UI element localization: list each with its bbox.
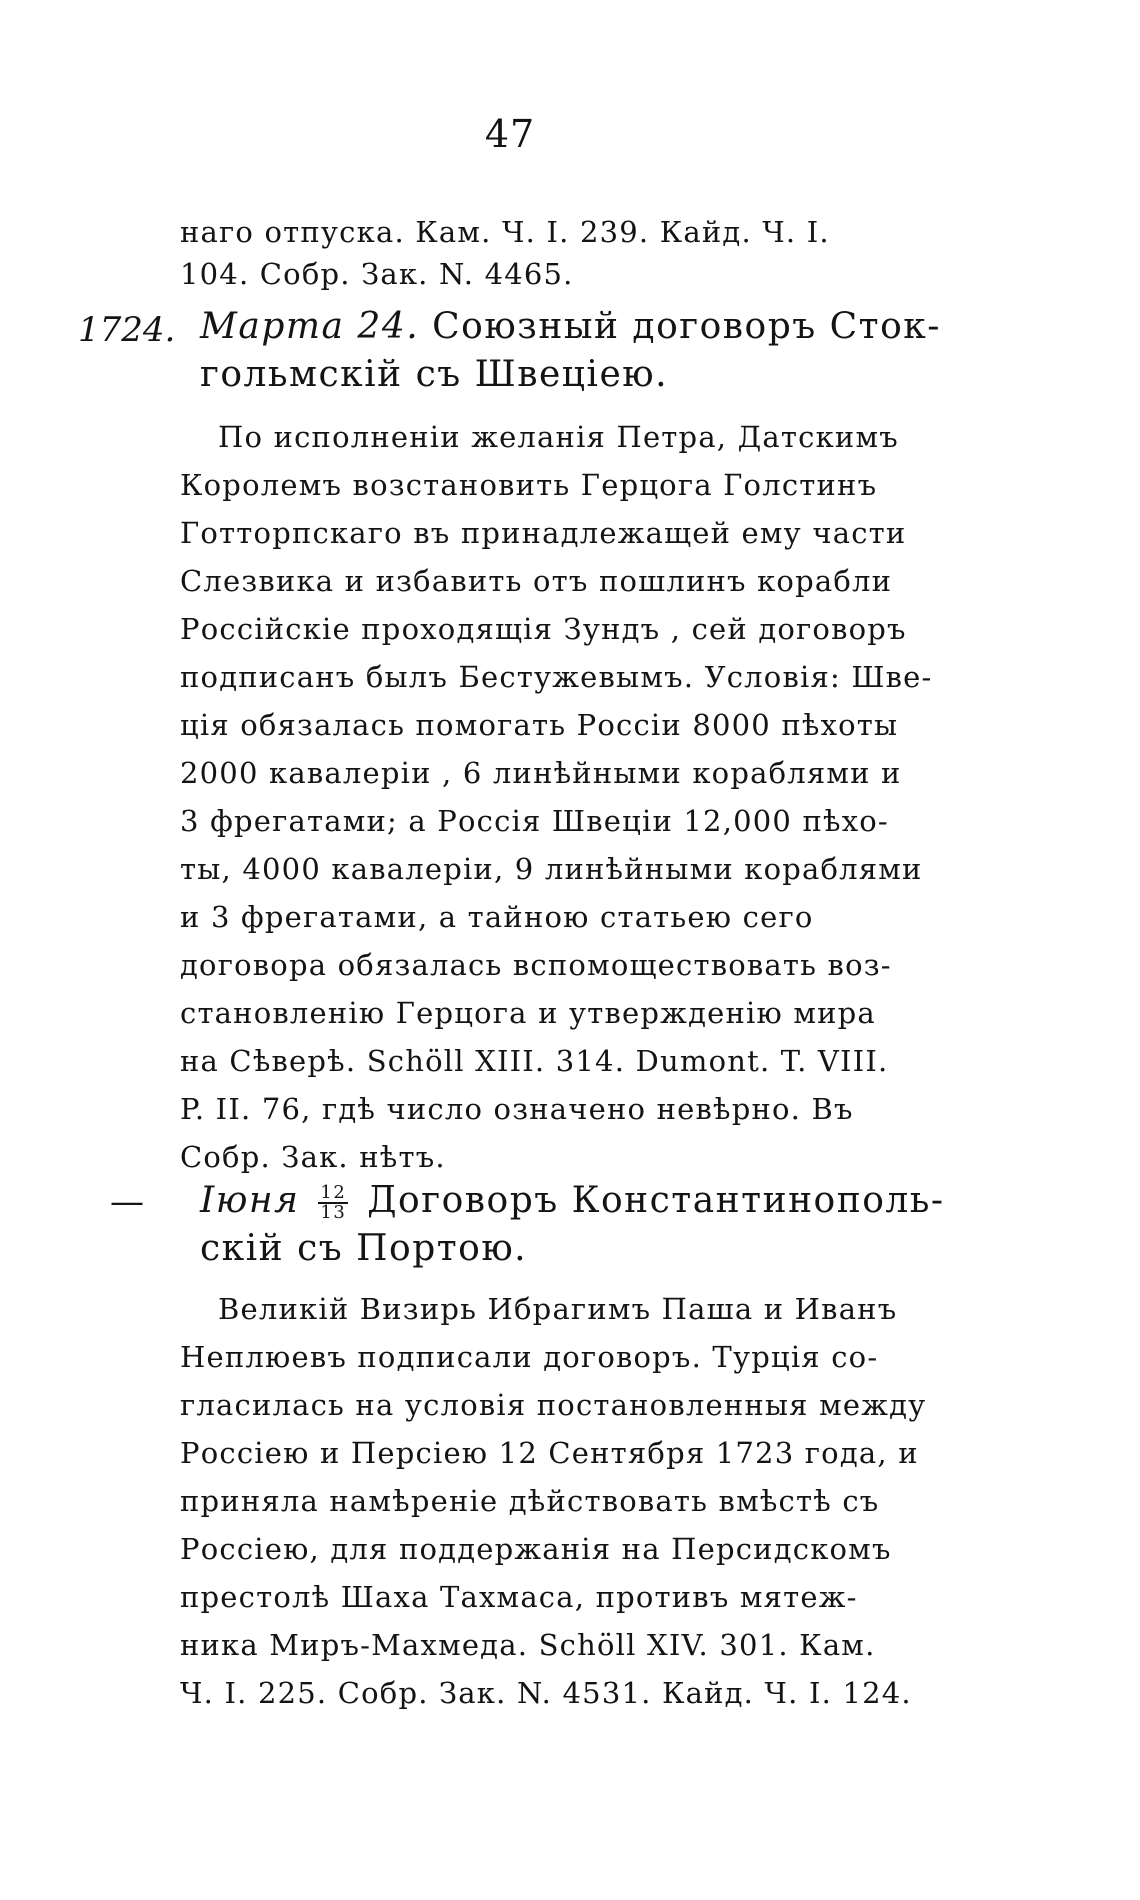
fraction-denominator: 13 bbox=[320, 1202, 347, 1223]
body-line: Россійскіе проходящія Зундъ , сей договоръ bbox=[180, 612, 907, 646]
entry-june-dash-marker: — bbox=[110, 1182, 144, 1222]
body-line: договора обязалась вспомоществовать воз- bbox=[180, 948, 892, 982]
body-line: ты, 4000 кавалеріи, 9 линѣйными кораблями bbox=[180, 852, 923, 886]
body-line: Россіею и Персіею 12 Сентября 1723 года, и bbox=[180, 1436, 919, 1470]
entry-date: Іюня bbox=[200, 1180, 300, 1221]
body-line: Слезвика и избавить отъ пошлинъ корабли bbox=[180, 564, 893, 598]
body-line: подписанъ былъ Бестужевымъ. Условія: Шве- bbox=[180, 660, 933, 694]
body-line: ника Миръ-Махмеда. Schöll XIV. 301. Кам. bbox=[180, 1628, 876, 1662]
body-line: P. II. 76, гдѣ число означено невѣрно. Въ bbox=[180, 1092, 854, 1126]
body-line: ція обязалась помогать Россіи 8000 пѣхоты bbox=[180, 708, 899, 742]
body-line: 3 фрегатами; а Россія Швеціи 12,000 пѣхо- bbox=[180, 804, 889, 838]
entry-title-line: гольмскій съ Швеціею. bbox=[200, 354, 669, 395]
entry-1724-year-marker: 1724. bbox=[78, 310, 176, 350]
body-line: престолѣ Шаха Тахмаса, противъ мятеж- bbox=[180, 1580, 858, 1614]
body-line: Готторпскаго въ принадлежащей ему части bbox=[180, 516, 907, 550]
body-line: Ч. I. 225. Собр. Зак. N. 4531. Кайд. Ч. I. 124. bbox=[180, 1676, 912, 1710]
fraction-numerator: 12 bbox=[320, 1182, 347, 1203]
body-line: По исполненіи желанія Петра, Датскимъ bbox=[218, 420, 899, 454]
body-line: Великій Визирь Ибрагимъ Паша и Иванъ bbox=[218, 1292, 898, 1326]
body-line: 2000 кавалеріи , 6 линѣйными кораблями и bbox=[180, 756, 902, 790]
entry-date: Марта 24. bbox=[200, 306, 420, 347]
continuation-line: наго отпуска. Кам. Ч. I. 239. Кайд. Ч. I. bbox=[180, 215, 830, 249]
entry-june-heading bbox=[200, 1180, 945, 1222]
body-line: Королемъ возстановить Герцога Голстинъ bbox=[180, 468, 878, 502]
body-line: приняла намѣреніе дѣйствовать вмѣстѣ съ bbox=[180, 1484, 880, 1518]
date-fraction bbox=[318, 1184, 348, 1222]
page-number: 47 bbox=[484, 112, 536, 156]
continuation-line: 104. Собр. Зак. N. 4465. bbox=[180, 257, 574, 291]
body-line: на Сѣверѣ. Schöll XIII. 314. Dumont. T. VIII. bbox=[180, 1044, 889, 1078]
body-line: становленію Герцога и утвержденію мира bbox=[180, 996, 876, 1030]
entry-title-line: скій съ Портою. bbox=[200, 1228, 528, 1269]
entry-title: Договоръ Константинополь- bbox=[367, 1180, 945, 1221]
body-line: Неплюевъ подписали договоръ. Турція со- bbox=[180, 1340, 879, 1374]
body-line: гласилась на условія постановленныя между bbox=[180, 1388, 927, 1422]
body-line: Россіею, для поддержанія на Персидскомъ bbox=[180, 1532, 892, 1566]
entry-1724-heading bbox=[200, 306, 941, 347]
entry-title: Союзный договоръ Сток- bbox=[432, 306, 941, 347]
body-line: Собр. Зак. нѣтъ. bbox=[180, 1140, 446, 1174]
body-line: и 3 фрегатами, а тайною статьею сего bbox=[180, 900, 814, 934]
